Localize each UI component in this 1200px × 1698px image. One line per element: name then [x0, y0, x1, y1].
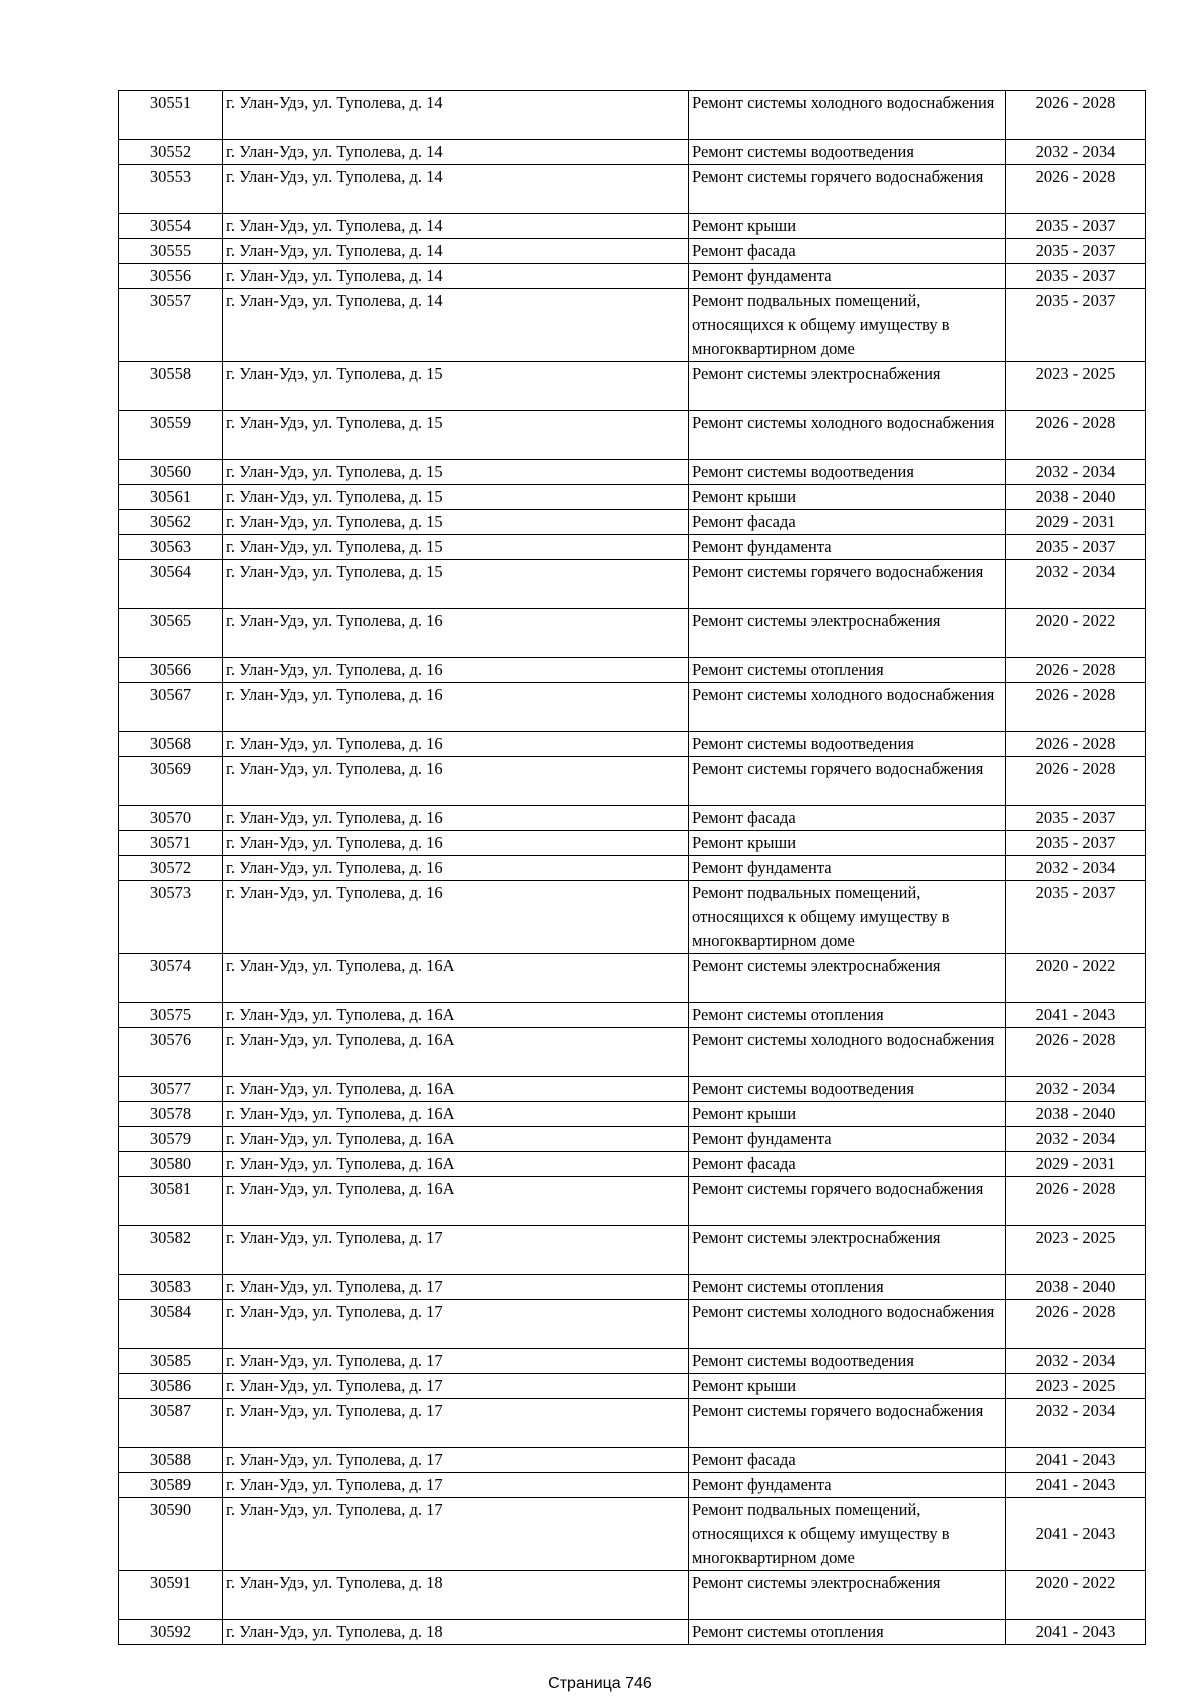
row-number: 30580 — [119, 1152, 223, 1177]
row-address: г. Улан-Удэ, ул. Туполева, д. 16А — [223, 1152, 689, 1177]
row-period: 2035 - 2037 — [1006, 535, 1146, 560]
row-address: г. Улан-Удэ, ул. Туполева, д. 16А — [223, 1127, 689, 1152]
row-period: 2038 - 2040 — [1006, 1102, 1146, 1127]
row-address: г. Улан-Удэ, ул. Туполева, д. 17 — [223, 1226, 689, 1275]
row-number: 30582 — [119, 1226, 223, 1275]
row-period: 2041 - 2043 — [1006, 1498, 1146, 1571]
row-number: 30570 — [119, 806, 223, 831]
row-work-type: Ремонт фундамента — [689, 535, 1006, 560]
row-work-type: Ремонт системы холодного водоснабжения — [689, 1300, 1006, 1349]
table-row — [119, 1275, 1146, 1300]
table-row — [119, 510, 1146, 535]
row-period: 2041 - 2043 — [1006, 1473, 1146, 1498]
row-work-type: Ремонт фундамента — [689, 856, 1006, 881]
table-row — [119, 1399, 1146, 1448]
table-row — [119, 1571, 1146, 1620]
row-number: 30560 — [119, 460, 223, 485]
row-address: г. Улан-Удэ, ул. Туполева, д. 17 — [223, 1473, 689, 1498]
row-address: г. Улан-Удэ, ул. Туполева, д. 14 — [223, 264, 689, 289]
table-row — [119, 1152, 1146, 1177]
row-number: 30569 — [119, 757, 223, 806]
table-row — [119, 683, 1146, 732]
row-period: 2026 - 2028 — [1006, 658, 1146, 683]
row-number: 30590 — [119, 1498, 223, 1571]
row-period: 2032 - 2034 — [1006, 460, 1146, 485]
row-work-type: Ремонт фасада — [689, 510, 1006, 535]
row-address: г. Улан-Удэ, ул. Туполева, д. 15 — [223, 460, 689, 485]
row-work-type: Ремонт системы холодного водоснабжения — [689, 683, 1006, 732]
row-address: г. Улан-Удэ, ул. Туполева, д. 16А — [223, 1003, 689, 1028]
table-row — [119, 1498, 1146, 1571]
row-number: 30555 — [119, 239, 223, 264]
row-number: 30564 — [119, 560, 223, 609]
row-period: 2020 - 2022 — [1006, 954, 1146, 1003]
row-period: 2032 - 2034 — [1006, 856, 1146, 881]
row-address: г. Улан-Удэ, ул. Туполева, д. 16А — [223, 1077, 689, 1102]
table-row — [119, 1177, 1146, 1226]
row-address: г. Улан-Удэ, ул. Туполева, д. 16 — [223, 683, 689, 732]
row-address: г. Улан-Удэ, ул. Туполева, д. 17 — [223, 1374, 689, 1399]
table-row — [119, 1374, 1146, 1399]
row-address: г. Улан-Удэ, ул. Туполева, д. 17 — [223, 1498, 689, 1571]
row-number: 30565 — [119, 609, 223, 658]
row-number: 30572 — [119, 856, 223, 881]
row-period: 2026 - 2028 — [1006, 165, 1146, 214]
row-number: 30589 — [119, 1473, 223, 1498]
table-row — [119, 1349, 1146, 1374]
row-number: 30573 — [119, 881, 223, 954]
table-row — [119, 411, 1146, 460]
row-period: 2035 - 2037 — [1006, 806, 1146, 831]
row-period: 2035 - 2037 — [1006, 239, 1146, 264]
table-row — [119, 289, 1146, 362]
row-address: г. Улан-Удэ, ул. Туполева, д. 16 — [223, 732, 689, 757]
table-row — [119, 214, 1146, 239]
row-number: 30557 — [119, 289, 223, 362]
row-period: 2038 - 2040 — [1006, 485, 1146, 510]
row-work-type: Ремонт фундамента — [689, 1473, 1006, 1498]
row-period: 2023 - 2025 — [1006, 1226, 1146, 1275]
table-row — [119, 732, 1146, 757]
row-address: г. Улан-Удэ, ул. Туполева, д. 16 — [223, 806, 689, 831]
row-address: г. Улан-Удэ, ул. Туполева, д. 18 — [223, 1620, 689, 1645]
row-number: 30588 — [119, 1448, 223, 1473]
row-work-type: Ремонт системы горячего водоснабжения — [689, 560, 1006, 609]
table-row — [119, 1077, 1146, 1102]
page-number: Страница 746 — [548, 1675, 652, 1692]
row-address: г. Улан-Удэ, ул. Туполева, д. 15 — [223, 485, 689, 510]
row-period: 2035 - 2037 — [1006, 214, 1146, 239]
row-number: 30585 — [119, 1349, 223, 1374]
row-period: 2023 - 2025 — [1006, 362, 1146, 411]
row-work-type: Ремонт фасада — [689, 1448, 1006, 1473]
row-work-type: Ремонт крыши — [689, 831, 1006, 856]
row-number: 30591 — [119, 1571, 223, 1620]
table-row — [119, 658, 1146, 683]
row-number: 30584 — [119, 1300, 223, 1349]
row-address: г. Улан-Удэ, ул. Туполева, д. 17 — [223, 1275, 689, 1300]
table-row — [119, 1226, 1146, 1275]
row-period: 2026 - 2028 — [1006, 1300, 1146, 1349]
row-address: г. Улан-Удэ, ул. Туполева, д. 17 — [223, 1399, 689, 1448]
row-work-type: Ремонт системы отопления — [689, 1003, 1006, 1028]
table-row — [119, 140, 1146, 165]
capital-repair-table — [118, 90, 1146, 1645]
row-address: г. Улан-Удэ, ул. Туполева, д. 17 — [223, 1300, 689, 1349]
table-row — [119, 1620, 1146, 1645]
row-number: 30586 — [119, 1374, 223, 1399]
row-period: 2026 - 2028 — [1006, 1028, 1146, 1077]
row-work-type: Ремонт крыши — [689, 485, 1006, 510]
row-number: 30592 — [119, 1620, 223, 1645]
row-work-type: Ремонт системы холодного водоснабжения — [689, 411, 1006, 460]
row-number: 30581 — [119, 1177, 223, 1226]
row-period: 2035 - 2037 — [1006, 881, 1146, 954]
row-address: г. Улан-Удэ, ул. Туполева, д. 14 — [223, 289, 689, 362]
row-work-type: Ремонт фасада — [689, 1152, 1006, 1177]
row-number: 30568 — [119, 732, 223, 757]
row-work-type: Ремонт фундамента — [689, 1127, 1006, 1152]
row-work-type: Ремонт системы водоотведения — [689, 1349, 1006, 1374]
row-number: 30554 — [119, 214, 223, 239]
row-work-type: Ремонт системы водоотведения — [689, 732, 1006, 757]
row-period: 2035 - 2037 — [1006, 289, 1146, 362]
row-work-type: Ремонт фундамента — [689, 264, 1006, 289]
row-period: 2041 - 2043 — [1006, 1003, 1146, 1028]
table-row — [119, 1473, 1146, 1498]
row-period: 2032 - 2034 — [1006, 1349, 1146, 1374]
row-address: г. Улан-Удэ, ул. Туполева, д. 16А — [223, 1177, 689, 1226]
row-period: 2020 - 2022 — [1006, 609, 1146, 658]
row-period: 2026 - 2028 — [1006, 91, 1146, 140]
row-period: 2032 - 2034 — [1006, 1127, 1146, 1152]
row-work-type: Ремонт системы электроснабжения — [689, 1226, 1006, 1275]
row-number: 30587 — [119, 1399, 223, 1448]
row-number: 30576 — [119, 1028, 223, 1077]
row-work-type: Ремонт подвальных помещений, относящихся к общему имуществу в многоквартирном доме — [689, 881, 1006, 954]
row-number: 30558 — [119, 362, 223, 411]
row-address: г. Улан-Удэ, ул. Туполева, д. 15 — [223, 362, 689, 411]
row-work-type: Ремонт системы водоотведения — [689, 460, 1006, 485]
row-address: г. Улан-Удэ, ул. Туполева, д. 15 — [223, 535, 689, 560]
row-period: 2026 - 2028 — [1006, 1177, 1146, 1226]
table-body — [119, 91, 1146, 1645]
row-period: 2020 - 2022 — [1006, 1571, 1146, 1620]
row-work-type: Ремонт крыши — [689, 1102, 1006, 1127]
table-row — [119, 535, 1146, 560]
row-work-type: Ремонт системы горячего водоснабжения — [689, 757, 1006, 806]
row-period: 2026 - 2028 — [1006, 683, 1146, 732]
table-row — [119, 831, 1146, 856]
row-period: 2041 - 2043 — [1006, 1620, 1146, 1645]
row-address: г. Улан-Удэ, ул. Туполева, д. 17 — [223, 1349, 689, 1374]
row-period: 2023 - 2025 — [1006, 1374, 1146, 1399]
row-work-type: Ремонт системы электроснабжения — [689, 362, 1006, 411]
table-row — [119, 362, 1146, 411]
row-period: 2032 - 2034 — [1006, 140, 1146, 165]
table-row — [119, 856, 1146, 881]
row-address: г. Улан-Удэ, ул. Туполева, д. 16 — [223, 757, 689, 806]
table-row — [119, 460, 1146, 485]
row-work-type: Ремонт фасада — [689, 239, 1006, 264]
row-work-type: Ремонт крыши — [689, 1374, 1006, 1399]
row-period: 2026 - 2028 — [1006, 411, 1146, 460]
row-period: 2026 - 2028 — [1006, 757, 1146, 806]
table-row — [119, 954, 1146, 1003]
row-work-type: Ремонт системы горячего водоснабжения — [689, 1399, 1006, 1448]
row-address: г. Улан-Удэ, ул. Туполева, д. 18 — [223, 1571, 689, 1620]
row-period: 2041 - 2043 — [1006, 1448, 1146, 1473]
row-address: г. Улан-Удэ, ул. Туполева, д. 16 — [223, 831, 689, 856]
row-address: г. Улан-Удэ, ул. Туполева, д. 15 — [223, 560, 689, 609]
row-address: г. Улан-Удэ, ул. Туполева, д. 16 — [223, 856, 689, 881]
row-address: г. Улан-Удэ, ул. Туполева, д. 14 — [223, 165, 689, 214]
row-number: 30567 — [119, 683, 223, 732]
table-row — [119, 1102, 1146, 1127]
row-address: г. Улан-Удэ, ул. Туполева, д. 14 — [223, 239, 689, 264]
row-work-type: Ремонт системы холодного водоснабжения — [689, 1028, 1006, 1077]
row-address: г. Улан-Удэ, ул. Туполева, д. 16А — [223, 954, 689, 1003]
row-work-type: Ремонт системы отопления — [689, 1275, 1006, 1300]
row-address: г. Улан-Удэ, ул. Туполева, д. 16 — [223, 658, 689, 683]
row-work-type: Ремонт фасада — [689, 806, 1006, 831]
row-number: 30563 — [119, 535, 223, 560]
table-row — [119, 1300, 1146, 1349]
row-number: 30553 — [119, 165, 223, 214]
table-row — [119, 757, 1146, 806]
row-work-type: Ремонт системы отопления — [689, 1620, 1006, 1645]
row-address: г. Улан-Удэ, ул. Туполева, д. 16А — [223, 1102, 689, 1127]
row-address: г. Улан-Удэ, ул. Туполева, д. 14 — [223, 91, 689, 140]
row-work-type: Ремонт системы горячего водоснабжения — [689, 1177, 1006, 1226]
row-work-type: Ремонт системы электроснабжения — [689, 609, 1006, 658]
row-address: г. Улан-Удэ, ул. Туполева, д. 14 — [223, 140, 689, 165]
row-number: 30562 — [119, 510, 223, 535]
row-number: 30574 — [119, 954, 223, 1003]
table-row — [119, 609, 1146, 658]
row-address: г. Улан-Удэ, ул. Туполева, д. 15 — [223, 510, 689, 535]
table-row — [119, 239, 1146, 264]
row-work-type: Ремонт системы горячего водоснабжения — [689, 165, 1006, 214]
row-work-type: Ремонт системы водоотведения — [689, 1077, 1006, 1102]
table-row — [119, 485, 1146, 510]
table-row — [119, 1003, 1146, 1028]
table-row — [119, 560, 1146, 609]
row-work-type: Ремонт системы водоотведения — [689, 140, 1006, 165]
row-period: 2038 - 2040 — [1006, 1275, 1146, 1300]
row-number: 30578 — [119, 1102, 223, 1127]
row-address: г. Улан-Удэ, ул. Туполева, д. 15 — [223, 411, 689, 460]
row-address: г. Улан-Удэ, ул. Туполева, д. 16 — [223, 609, 689, 658]
row-number: 30583 — [119, 1275, 223, 1300]
row-address: г. Улан-Удэ, ул. Туполева, д. 17 — [223, 1448, 689, 1473]
table-row — [119, 881, 1146, 954]
row-number: 30552 — [119, 140, 223, 165]
row-period: 2026 - 2028 — [1006, 732, 1146, 757]
row-work-type: Ремонт крыши — [689, 214, 1006, 239]
row-period: 2032 - 2034 — [1006, 560, 1146, 609]
row-number: 30559 — [119, 411, 223, 460]
row-number: 30566 — [119, 658, 223, 683]
row-work-type: Ремонт системы электроснабжения — [689, 954, 1006, 1003]
table-row — [119, 91, 1146, 140]
row-address: г. Улан-Удэ, ул. Туполева, д. 14 — [223, 214, 689, 239]
row-number: 30551 — [119, 91, 223, 140]
row-period: 2035 - 2037 — [1006, 264, 1146, 289]
row-period: 2029 - 2031 — [1006, 510, 1146, 535]
table-row — [119, 1028, 1146, 1077]
row-number: 30556 — [119, 264, 223, 289]
row-work-type: Ремонт подвальных помещений, относящихся к общему имуществу в многоквартирном доме — [689, 289, 1006, 362]
row-period: 2032 - 2034 — [1006, 1077, 1146, 1102]
row-address: г. Улан-Удэ, ул. Туполева, д. 16А — [223, 1028, 689, 1077]
table-row — [119, 264, 1146, 289]
row-work-type: Ремонт системы электроснабжения — [689, 1571, 1006, 1620]
table-row — [119, 1448, 1146, 1473]
row-period: 2035 - 2037 — [1006, 831, 1146, 856]
table-row — [119, 806, 1146, 831]
row-number: 30579 — [119, 1127, 223, 1152]
table-row — [119, 1127, 1146, 1152]
row-work-type: Ремонт системы отопления — [689, 658, 1006, 683]
row-number: 30571 — [119, 831, 223, 856]
row-work-type: Ремонт системы холодного водоснабжения — [689, 91, 1006, 140]
row-address: г. Улан-Удэ, ул. Туполева, д. 16 — [223, 881, 689, 954]
row-number: 30577 — [119, 1077, 223, 1102]
table-row — [119, 165, 1146, 214]
row-number: 30561 — [119, 485, 223, 510]
row-period: 2029 - 2031 — [1006, 1152, 1146, 1177]
row-work-type: Ремонт подвальных помещений, относящихся к общему имуществу в многоквартирном доме — [689, 1498, 1006, 1571]
row-period: 2032 - 2034 — [1006, 1399, 1146, 1448]
row-number: 30575 — [119, 1003, 223, 1028]
